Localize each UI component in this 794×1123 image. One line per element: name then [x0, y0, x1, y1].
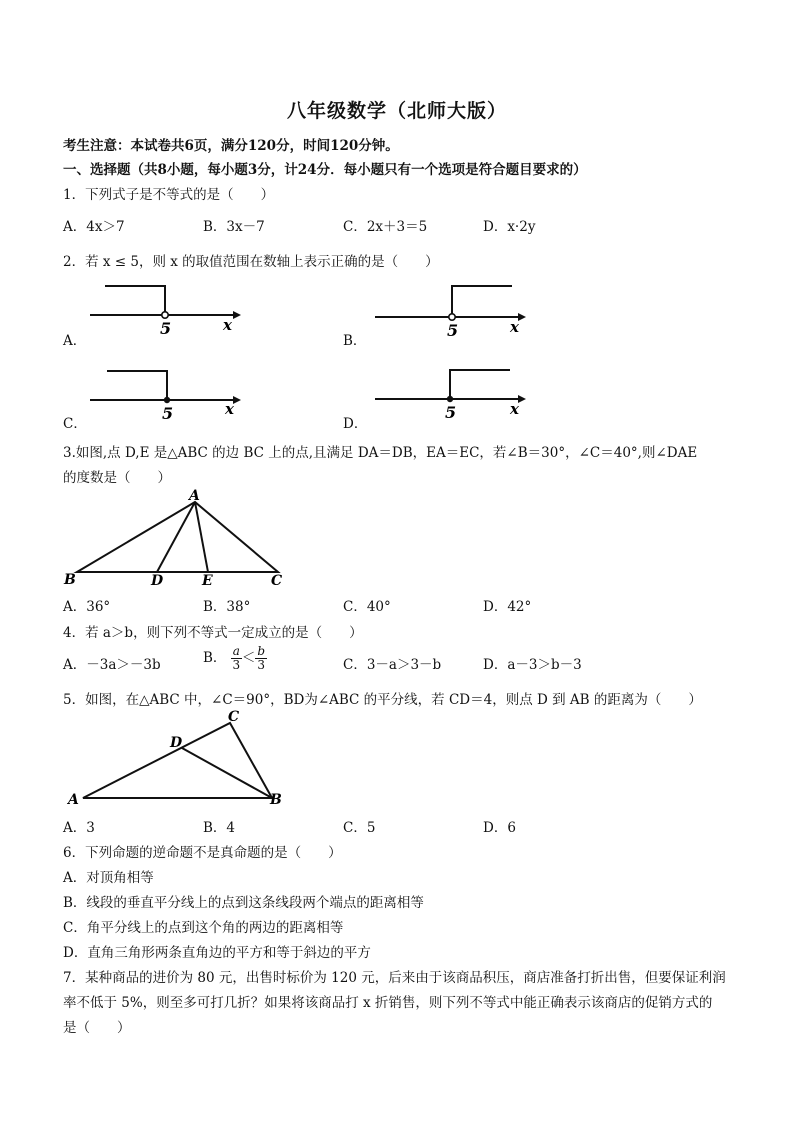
tick-label: 5	[160, 319, 172, 338]
q2-option-d: D．	[343, 416, 368, 432]
q2-option-b: B．	[343, 333, 367, 349]
q2-option-c: C．	[63, 416, 87, 432]
vertex-label-b: B	[64, 572, 76, 588]
vertex-label-d: D	[151, 573, 164, 589]
axis-label: x	[510, 318, 519, 336]
q5-option-c: C．5	[343, 820, 376, 836]
q2-option-a: A．	[63, 333, 87, 349]
q4-fraction-a-over-3: $\frac{a}{3}$	[232, 644, 241, 672]
vertex-label-c: C	[228, 709, 240, 725]
axis-label: x	[225, 400, 234, 418]
question-3-stem-line2: 的度数是（ ）	[63, 470, 171, 486]
q5-triangle-figure	[60, 706, 300, 810]
page-title: 八年级数学（北师大版）	[286, 100, 507, 122]
vertex-label-c: C	[271, 573, 283, 589]
question-4-stem: 4．若 a＞b，则下列不等式一定成立的是（ ）	[63, 625, 363, 641]
q4-option-a: A．－3a＞－3b	[63, 657, 161, 673]
vertex-label-a: A	[189, 488, 200, 504]
axis-label: x	[510, 400, 519, 418]
tick-label: 5	[162, 404, 174, 423]
q1-option-a: A．4x＞7	[63, 219, 125, 235]
q4-option-c: C．3－a＞3－b	[343, 657, 442, 673]
q5-option-d: D．6	[483, 820, 516, 836]
q1-option-b: B．3x－7	[203, 219, 265, 235]
question-7-line2: 率不低于 5%，则至多可打几折？如果将该商品打 x 折销售，则下列不等式中能正确表示该商店的促销方式的	[63, 995, 713, 1011]
vertex-label-b: B	[270, 792, 282, 808]
axis-label: x	[223, 316, 232, 334]
q6-option-a: A．对顶角相等	[63, 870, 154, 886]
question-7-line1: 7．某种商品的进价为 80 元，出售时标价为 120 元，后来由于该商品积压，商店准备打折出售，但要保证利润	[63, 970, 726, 986]
q2-numberline-b	[370, 280, 540, 340]
q2-numberline-a	[85, 280, 255, 340]
q3-triangle-figure	[60, 488, 300, 588]
question-6-stem: 6．下列命题的逆命题不是真命题的是（ ）	[63, 845, 342, 861]
q2-numberline-c	[85, 362, 255, 422]
question-7-line3: 是（ ）	[63, 1020, 131, 1036]
vertex-label-a: A	[68, 792, 79, 808]
q3-option-d: D．42°	[483, 599, 532, 615]
q3-option-c: C．40°	[343, 599, 391, 615]
q6-option-d: D．直角三角形两条直角边的平方和等于斜边的平方	[63, 945, 371, 961]
q5-option-a: A．3	[63, 820, 95, 836]
vertex-label-d: D	[170, 735, 183, 751]
question-3-stem-line1: 3.如图,点 D,E 是△ABC 的边 BC 上的点,且满足 DA＝DB，EA＝EC，若∠B＝30°，∠C＝40°,则∠DAE	[63, 445, 698, 461]
question-1-stem: 1．下列式子是不等式的是（ ）	[63, 187, 275, 203]
q6-option-b: B．线段的垂直平分线上的点到这条线段两个端点的距离相等	[63, 895, 424, 911]
exam-notice: 考生注意：本试卷共6页，满分120分，时间120分钟。	[63, 138, 399, 154]
tick-label: 5	[447, 321, 459, 340]
question-5-stem: 5．如图，在△ABC 中，∠C＝90°，BD为∠ABC 的平分线，若 CD＝4，则点 D 到 AB 的距离为（ ）	[63, 692, 702, 708]
tick-label: 5	[445, 403, 457, 422]
q2-numberline-d	[370, 362, 540, 422]
q1-option-d: D．x·2y	[483, 219, 536, 235]
q4-option-b-prefix: B．	[203, 650, 227, 666]
q4-option-d: D．a－3＞b－3	[483, 657, 582, 673]
q1-option-c: C．2x＋3＝5	[343, 219, 428, 235]
q3-option-b: B．38°	[203, 599, 251, 615]
q3-option-a: A．36°	[63, 599, 111, 615]
vertex-label-e: E	[202, 573, 213, 589]
section-heading: 一、选择题（共8小题，每小题3分，计24分．每小题只有一个选项是符合题目要求的）	[63, 162, 587, 178]
question-2-stem: 2．若 x ≤ 5，则 x 的取值范围在数轴上表示正确的是（ ）	[63, 254, 439, 270]
q4-option-b: B． $\frac{a}{3}$ ＜ $\frac{b}{3}$	[203, 644, 266, 672]
q5-option-b: B．4	[203, 820, 236, 836]
q6-option-c: C．角平分线上的点到这个角的两边的距离相等	[63, 920, 344, 936]
q4-fraction-b-over-3: $\frac{b}{3}$	[257, 644, 266, 672]
